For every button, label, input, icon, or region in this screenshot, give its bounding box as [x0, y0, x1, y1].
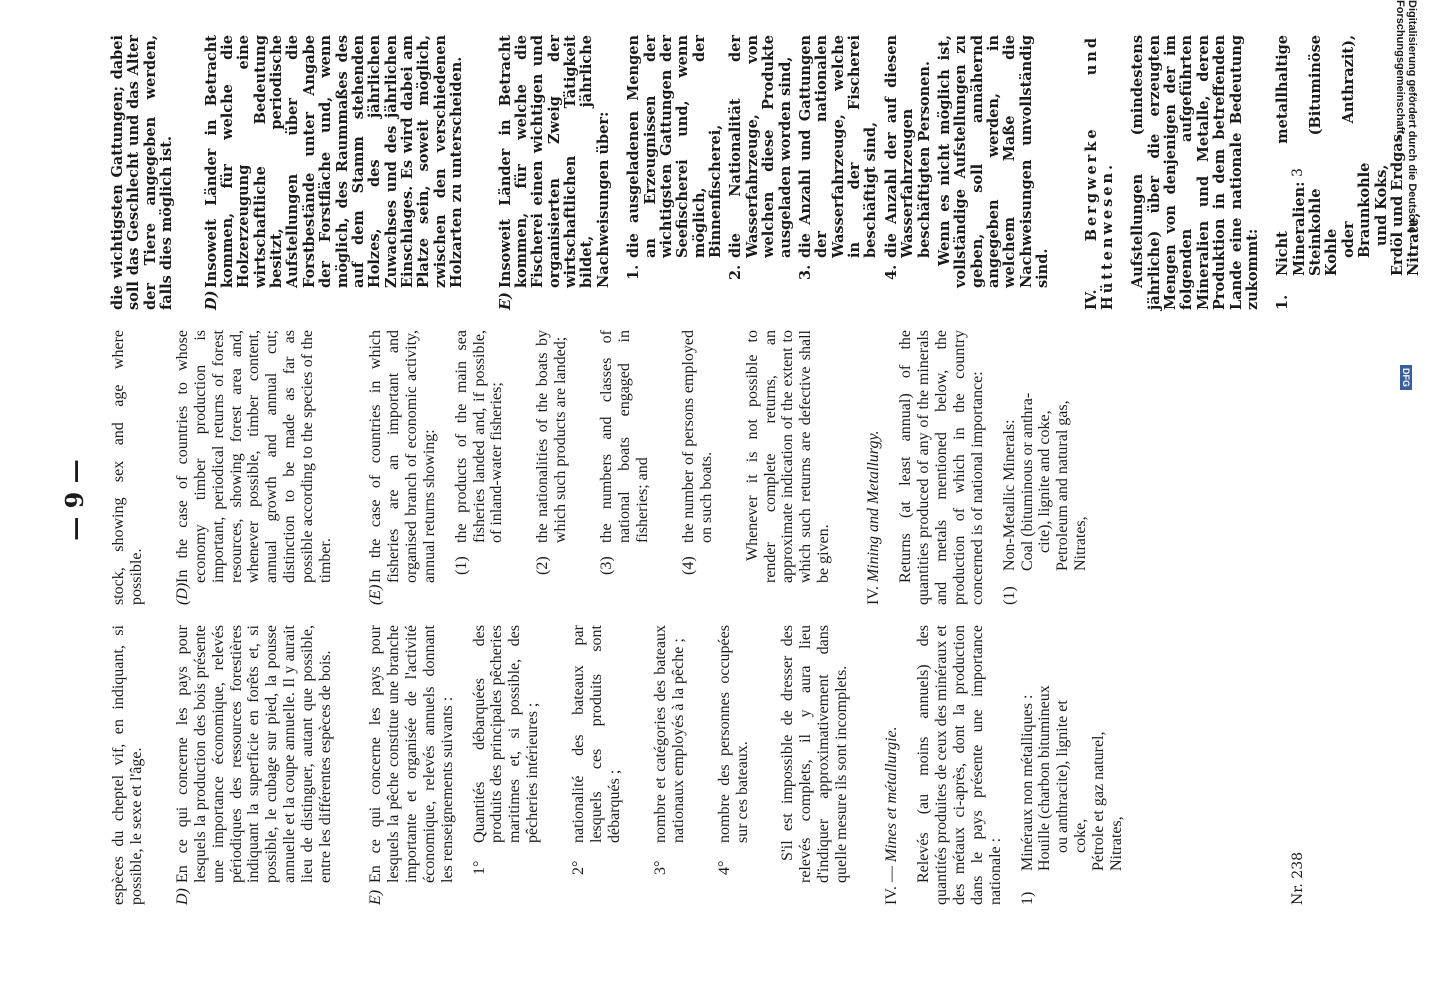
- section-letter: D): [173, 888, 191, 905]
- section-number: IV.: [1082, 289, 1100, 310]
- dfg-logo: DFG: [1400, 365, 1412, 390]
- item-text: nombre et catégories des bateaux nationaux employés à la pêche ;: [651, 625, 687, 843]
- list-item: [884, 35, 933, 288]
- closing-paragraph: S'il est impossible de dresser des relevés complets, il y aura lieu d'indiquer approximativement dans quelle mesure ils sont incomplets.: [779, 625, 851, 883]
- mineral-list: [1019, 625, 1126, 905]
- item-text: the products of the main sea fisheries landed and, if possible, of inland-water fisheries;: [452, 330, 506, 543]
- item-number: 2.: [727, 264, 745, 280]
- sheet-number: 3: [1290, 168, 1306, 177]
- lead-text: stock, showing sex and age where possible.: [110, 330, 145, 605]
- footer-number: Nr. 238: [1290, 851, 1306, 905]
- section-e: [367, 330, 833, 605]
- item-text: nationalité des bateaux par lesquels ces produits sont débarqués ;: [570, 625, 623, 843]
- column-french: [110, 625, 1126, 905]
- mineral-line: coke,: [1072, 818, 1090, 853]
- section-letter: (D): [173, 582, 191, 605]
- list-item: [652, 625, 688, 883]
- section-body: Aufstellungen (mindestens jährliche) über die erzeugten Mengen von denjenigen der im folgenden aufgeführten Mineralien und Metalle, deren Produktion in dem betreffenden Lande eine nationale Bedeutung zukommt:: [1129, 35, 1261, 310]
- mineral-line: Nicht metallhaltige Mineralien:: [1274, 35, 1308, 276]
- mineral-line: Petroleum and natural gas,: [1054, 400, 1072, 571]
- mineral-line: Nitrates,: [1072, 516, 1090, 571]
- list-item: [534, 330, 570, 583]
- item-number: (3): [598, 556, 616, 575]
- item-text: die Nationalität der Wasserfahrzeuge, von welchen diese Produkte ausgeladen worden sind,: [727, 35, 794, 258]
- section-text: In the case of countries to whose economy timber production is important, periodical returns of forest resources, showing forest area and, whenever possible, timber content, annual growth and annual cut; distinction to be made as far as possible according to the species of the timber.: [173, 330, 335, 583]
- list-item: [680, 330, 716, 583]
- section-number: IV. —: [883, 866, 901, 905]
- section-body: Relevés (au moins annuels) des quantités produites de ceux des minéraux et des métaux ci-après, dont la production dans le pays présente une importance nationale :: [915, 625, 1004, 905]
- lead-text: espèces du cheptel vif, en indiquant, si possible, le sexe et l'âge.: [110, 625, 145, 905]
- item-number: (1): [452, 556, 470, 575]
- item-number: 4.: [882, 264, 900, 280]
- section-d: [174, 330, 335, 605]
- item-number: 3°: [651, 860, 669, 875]
- mineral-line: und Koks,: [1372, 164, 1390, 246]
- item-number: 1.: [1274, 294, 1292, 310]
- section-number: IV.: [865, 586, 883, 605]
- section-e: [498, 35, 1052, 310]
- list-item: [570, 625, 624, 883]
- list-item: [598, 330, 652, 583]
- section-text: En ce qui concerne les pays pour lesquels la production des bois présente une importance économique, relevés périodiques des ressources forestières indiquant la superficie en forêts et, si possible, le cubage sur pied, la pousse annuelle et la coupe annuelle. Il y aurait lieu de distinguer, autant que possible, entre les différentes espèces de bois.: [173, 625, 335, 883]
- section-letter: D): [202, 290, 220, 310]
- item-text: nombre des personnes occupées sur ces bateaux.: [715, 625, 751, 843]
- mineral-line: cite), lignite and coke,: [1036, 410, 1054, 553]
- item-number: 3.: [796, 264, 814, 280]
- item-number: 2°: [570, 860, 588, 875]
- item-list: [626, 35, 933, 288]
- item-text: the nationalities of the boats by which such products are landed;: [534, 330, 570, 543]
- section-e: [367, 625, 851, 905]
- section-d: [174, 625, 335, 905]
- section-title: Bergwerke und Hüttenwesen.: [1082, 35, 1116, 310]
- mineral-line: Nitrate,: [1405, 212, 1423, 276]
- section-text: Insoweit Länder in Betracht kommen, für welche die Holzerzeugung eine wirtschaftliche Bedeutung besitzt, periodische Aufstellungen über die Forstbestände unter Angabe der Forstfläche und, wenn möglich, des Raummaßes des auf dem Stamm stehenden Holzes, des jährlichen Zuwachses und des jährlichen Einschlages. Es wird dabei am Platze sein, soweit möglich, zwischen den verschiedenen Holzarten zu unterscheiden.: [202, 35, 466, 288]
- mineral-line: Steinkohle (Bituminöse Kohle: [1307, 35, 1341, 276]
- item-number: (2): [534, 556, 552, 575]
- section-letter: (E): [366, 584, 384, 605]
- mineral-line: Non-Metallic Minerals:: [1000, 419, 1018, 571]
- section-iv-heading: [883, 625, 901, 905]
- item-number: (1): [1000, 586, 1018, 605]
- column-english: [110, 330, 1090, 605]
- item-list: [471, 625, 752, 883]
- list-item: [453, 330, 507, 583]
- section-letter: E): [366, 889, 384, 905]
- item-list: [453, 330, 716, 583]
- item-number: 1.: [625, 264, 643, 280]
- mineral-line: oder Anthrazit), Braunkohle: [1339, 35, 1374, 258]
- list-item: [716, 625, 752, 883]
- section-iv-heading: [1084, 35, 1117, 310]
- item-text: die Anzahl der auf diesen Wasserfahrzeugen beschäftigten Personen.: [882, 35, 933, 258]
- mineral-line: Erdöl und Erdgas,: [1388, 129, 1406, 276]
- mineral-line: Houille (charbon bitumineux: [1036, 685, 1054, 871]
- mineral-list: [1001, 330, 1091, 605]
- closing-paragraph: Whenever it is not possible to render complete returns, an approximate indication of the extent to which such returns are defective shall be given.: [743, 330, 833, 583]
- section-letter: E): [496, 292, 514, 310]
- list-item: [798, 35, 880, 288]
- lead-text: die wichtigsten Gattungen; dabei soll das Geschlecht und das Alter der Tiere angegeben werden, falls dies möglich ist.: [109, 35, 176, 310]
- section-title: Mines et métallurgie.: [883, 726, 901, 863]
- closing-paragraph: Wenn es nicht möglich ist, vollständige Aufstellungen zu geben, soll annähernd angegeben werden, in welchem Maße die Nachweisungen unvollständig sind.: [935, 35, 1052, 288]
- list-item: [728, 35, 794, 288]
- column-german: [110, 35, 1423, 310]
- section-intro: Insoweit Länder in Betracht kommen, für welche die Fischerei einen wichtigen und organisierten Zweig der wirtschaftlichen Tätigkeit bildet, jährliche Nachweisungen über:: [496, 35, 612, 288]
- item-text: die Anzahl und Gattungen der nationalen Wasserfahrzeuge, welche in der Fischerei beschäftigt sind,: [796, 35, 880, 258]
- mineral-line: Pétrole et gaz naturel,: [1090, 731, 1108, 871]
- list-item: [626, 35, 724, 288]
- item-number: 1): [1018, 891, 1036, 905]
- section-intro: In the case of countries in which fisheries are an important and organised branch of economic activity, annual returns showing:: [366, 330, 438, 583]
- credit-text: Digitalisierung gefördert durch die Deutsche Forschungsgemeinschaft -: [1394, 0, 1418, 233]
- item-number: (4): [679, 556, 697, 575]
- mineral-line: Nitrates,: [1108, 816, 1126, 871]
- page-number: — 9 —: [60, 459, 89, 541]
- section-d: [204, 35, 466, 310]
- mineral-line: Coal (bituminous or anthra-: [1018, 392, 1036, 571]
- section-intro: En ce qui concerne les pays pour lesquels la pêche constitue une branche importante et organisée de l'activité économique, relevés annuels donnant les renseignements suivants :: [366, 625, 456, 883]
- item-number: 1°: [470, 860, 488, 875]
- list-item: [471, 625, 543, 883]
- item-number: 4°: [715, 860, 733, 875]
- digitization-credit: [1396, 0, 1416, 1000]
- mineral-line: Minéraux non métalliques :: [1018, 694, 1036, 871]
- item-text: Quantités débarquées des produits des principales pêcheries maritimes et, si possible, des pêcheries intérieures ;: [470, 625, 542, 843]
- section-body: Returns (at least annual) of the quantities produced of any of the minerals and metals mentioned below, the production of which in the country concerned is of national importance:: [897, 330, 986, 605]
- section-title: Mining and Metallurgy.: [865, 430, 883, 583]
- item-text: the numbers and classes of national boats engaged in fisheries; and: [598, 330, 651, 543]
- item-text: the number of persons employed on such boats.: [679, 330, 715, 543]
- mineral-line: ou anthracite), lignite et: [1054, 700, 1072, 853]
- section-iv-heading: [865, 330, 883, 605]
- item-text: die ausgeladenen Mengen an Erzeugnissen der wichtigsten Gattungen der Seefischerei und, wenn möglich, der Binnenfischerei,: [625, 35, 724, 258]
